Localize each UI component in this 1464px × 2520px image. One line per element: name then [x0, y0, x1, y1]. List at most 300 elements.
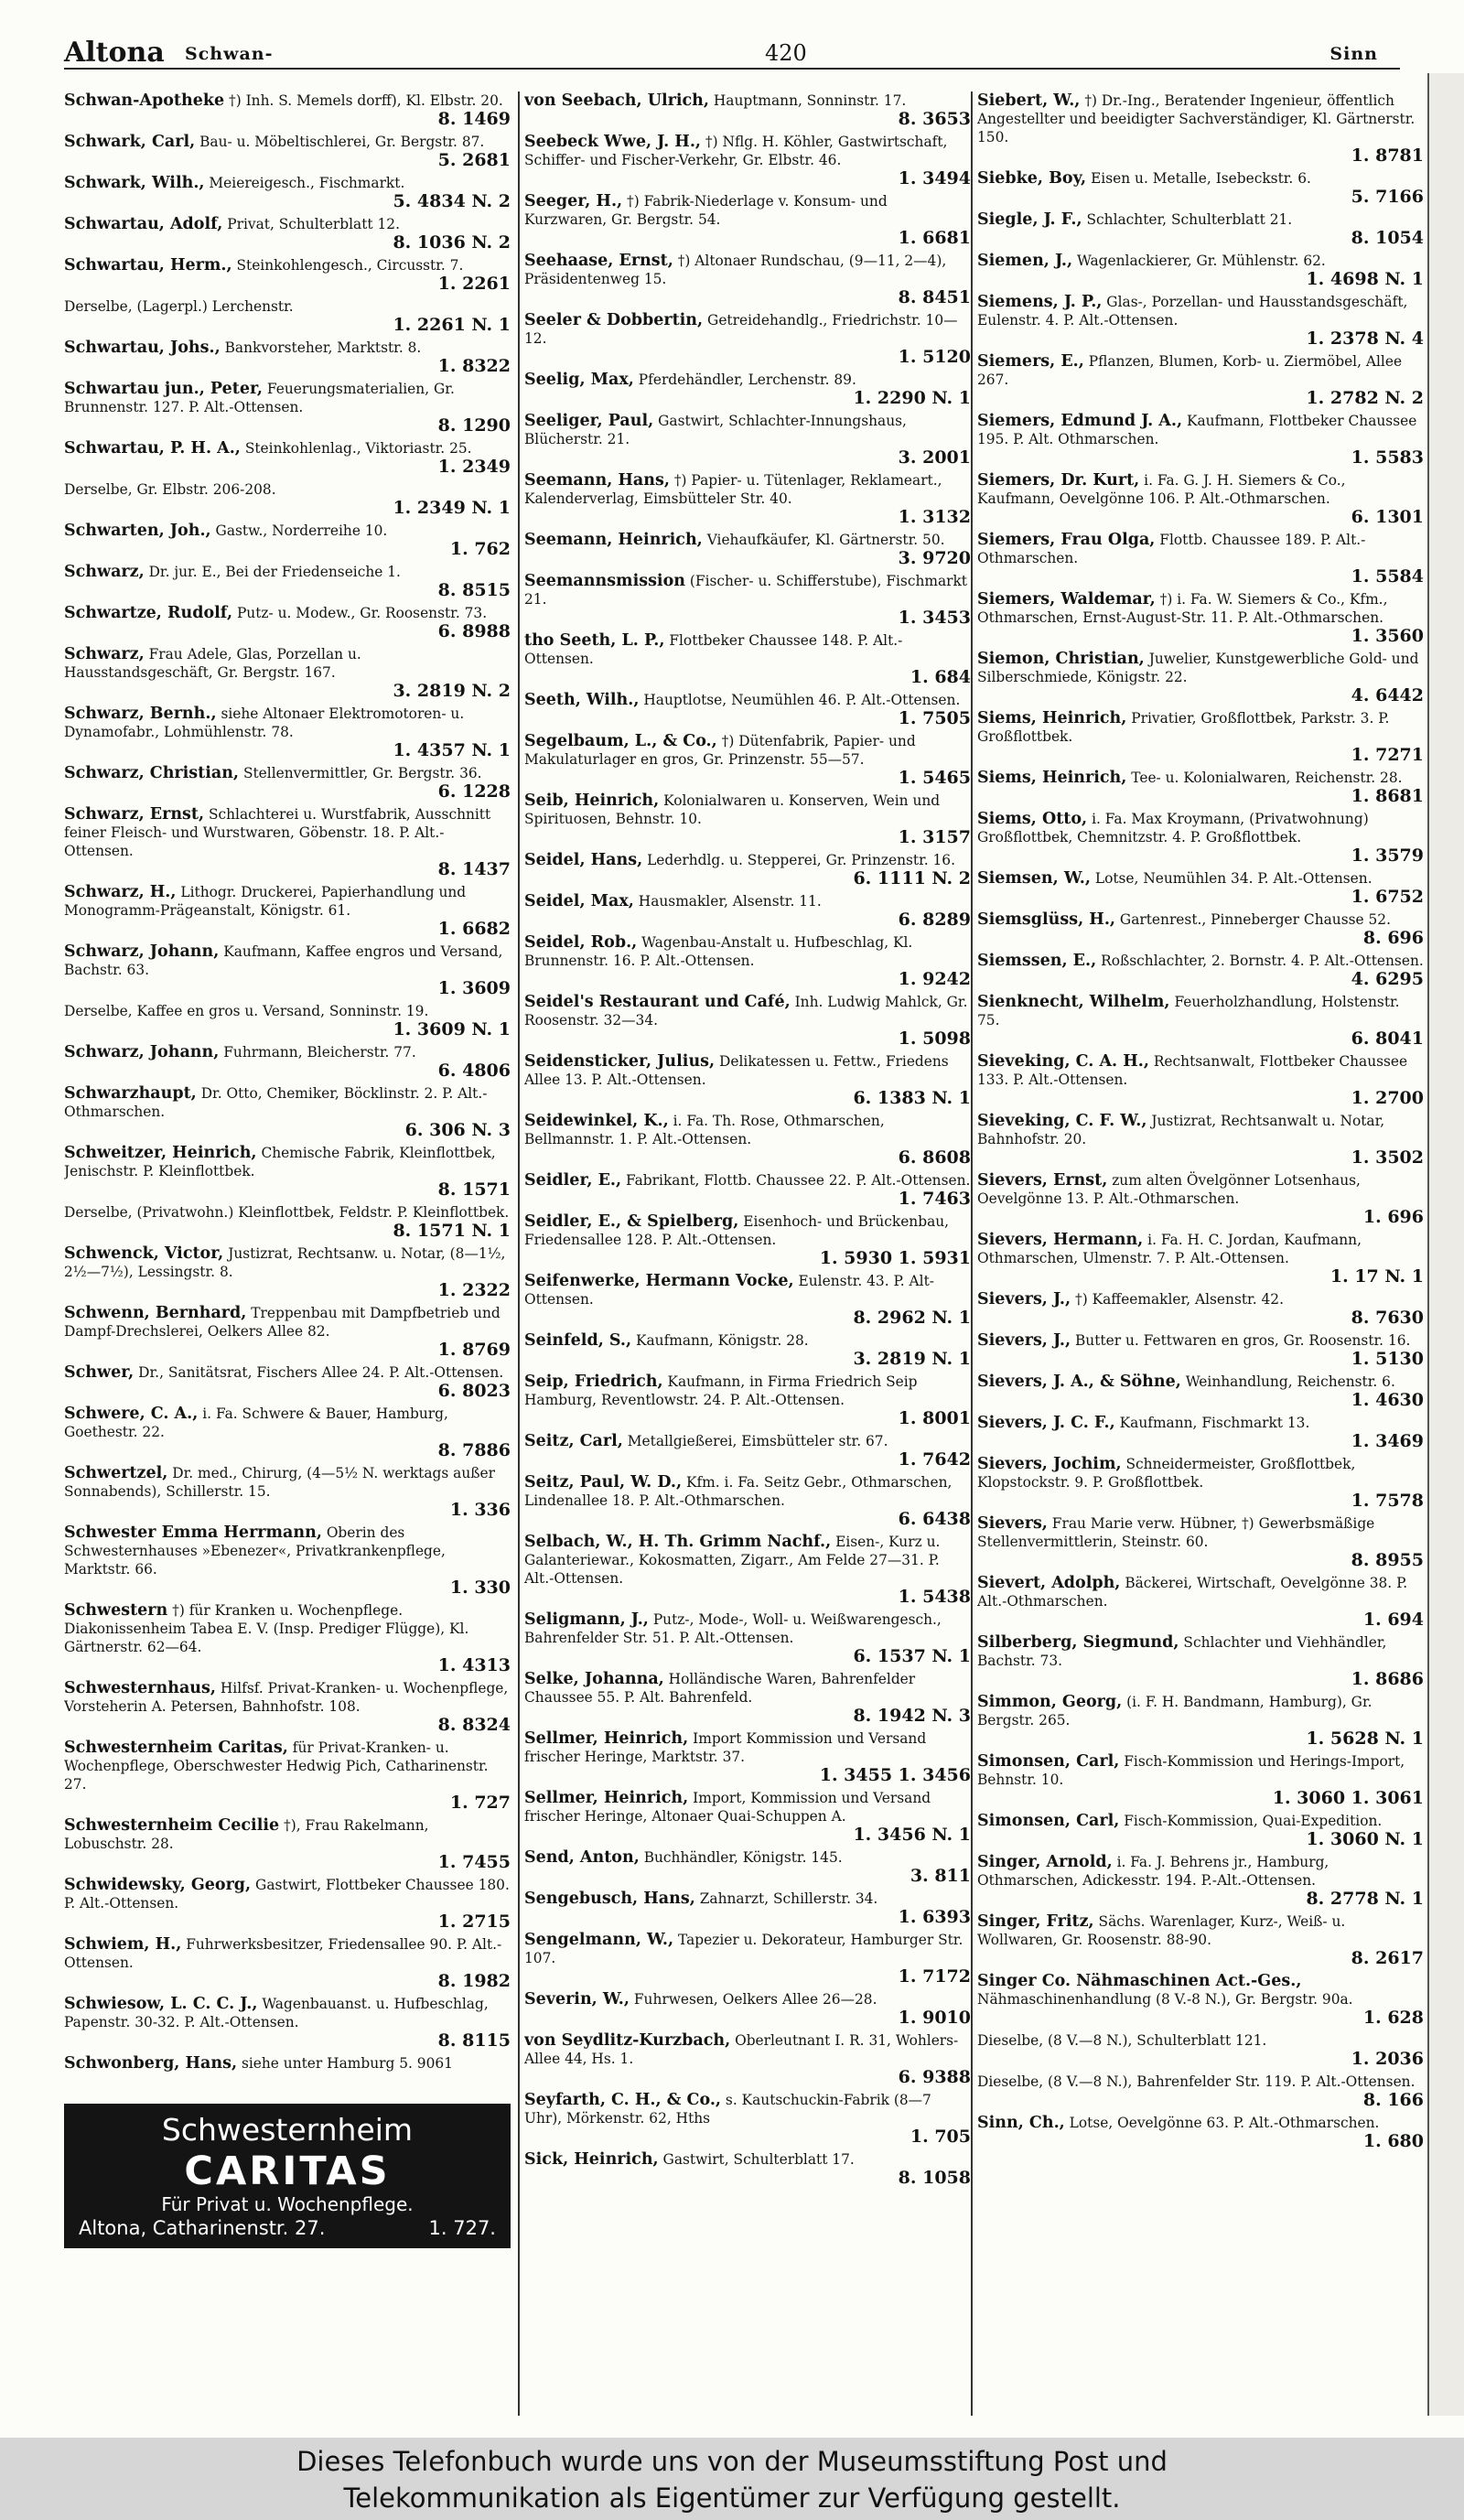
- entry-name: tho Seeth, L. P.,: [524, 631, 665, 650]
- directory-entry: [524, 1890, 971, 1927]
- entry-name: Sievers,: [977, 1514, 1048, 1533]
- entry-name: Schwarz, Ernst,: [64, 805, 205, 824]
- entry-details: Steinkohlengesch., Circusstr. 7.: [236, 257, 464, 274]
- directory-entry: [977, 1455, 1424, 1511]
- entry-phone-number: 1. 5120: [898, 347, 971, 367]
- entry-phone-number: 1. 705: [910, 2127, 971, 2147]
- directory-entry: [977, 869, 1424, 907]
- entry-details: Kolonialwaren u. Konserven, Wein und Spirituosen, Behnstr. 10.: [524, 792, 941, 827]
- entry-name: Schwesternheim Cecilie: [64, 1816, 280, 1835]
- directory-entry: [524, 471, 971, 527]
- entry-phone-number: 1. 2700: [1351, 1088, 1424, 1108]
- entry-details: Eisen u. Metalle, Isebeckstr. 6.: [1091, 170, 1311, 187]
- entry-phone-number: 1. 5098: [898, 1028, 971, 1049]
- entry-phone-number: 8. 3653: [898, 109, 971, 129]
- directory-entry: [524, 572, 971, 628]
- directory-entry: [524, 792, 971, 847]
- entry-phone-number: 5. 7166: [1351, 187, 1424, 207]
- entry-name: Seidel's Restaurant und Café,: [524, 993, 791, 1011]
- footer-line-2: Telekommunikation als Eigentümer zur Verfügung gestellt.: [343, 2482, 1121, 2514]
- ad-name: CARITAS: [184, 2148, 391, 2194]
- caritas-advertisement: [64, 2104, 511, 2248]
- entry-name: Schwenn, Bernhard,: [64, 1304, 247, 1322]
- directory-entry: [524, 1848, 971, 1886]
- entry-phone-number: 1. 9242: [898, 969, 971, 989]
- column-3: [977, 92, 1424, 2416]
- entry-phone-number: 8. 1571 N. 1: [393, 1221, 511, 1241]
- entry-name: Schwidewsky, Georg,: [64, 1876, 252, 1894]
- directory-entry: [524, 1789, 971, 1845]
- entry-name: Siegle, J. F.,: [977, 210, 1082, 229]
- entry-phone-number: 1. 5584: [1351, 566, 1424, 587]
- entry-details: Roßschlachter, 2. Bornstr. 4. P. Alt.-Ottensen.: [1101, 953, 1424, 969]
- entry-details: Dr. med., Chirurg, (4—5½ N. werktags außer Sonnabends), Schillerstr. 15.: [64, 1465, 496, 1500]
- entry-phone-number: 1. 7642: [898, 1449, 971, 1470]
- entry-details: Schlachter und Viehhändler, Bachstr. 73.: [977, 1634, 1387, 1669]
- directory-entry: [977, 1853, 1424, 1909]
- entry-details: Bau- u. Möbeltischlerei, Gr. Bergstr. 87.: [199, 134, 485, 150]
- directory-entry: [977, 1290, 1424, 1328]
- entry-phone-number: 6. 4806: [437, 1061, 511, 1081]
- entry-phone-number: 8. 7886: [437, 1440, 511, 1460]
- entry-name: Seeler & Dobbertin,: [524, 311, 704, 329]
- entry-phone-number: 1. 2782 N. 2: [1306, 388, 1424, 408]
- entry-phone-number: 1. 6682: [437, 919, 511, 939]
- directory-entry: [524, 993, 971, 1049]
- entry-phone-number: 6. 1383 N. 1: [853, 1088, 971, 1108]
- entry-phone-number: 6. 1301: [1351, 507, 1424, 527]
- directory-entry: [64, 439, 511, 477]
- directory-entry: [977, 471, 1424, 527]
- entry-details: Lederhdlg. u. Stepperei, Gr. Prinzenstr. 16.: [647, 852, 955, 868]
- entry-name: Schwenck, Victor,: [64, 1244, 224, 1263]
- entry-phone-number: 1. 5130: [1351, 1349, 1424, 1369]
- entry-details: Steinkohlenlag., Viktoriastr. 25.: [244, 440, 472, 457]
- entry-name: Schwarz, Johann,: [64, 1043, 220, 1061]
- directory-entry: [977, 531, 1424, 587]
- directory-entry: [64, 1935, 511, 1991]
- entry-details: Butter u. Fettwaren en gros, Gr. Roosenstr. 16.: [1075, 1332, 1411, 1349]
- entry-name: Siemers, Dr. Kurt,: [977, 471, 1140, 490]
- entry-details: Fuhrwesen, Oelkers Allee 26—28.: [633, 1991, 877, 2008]
- entry-details: Dr. Otto, Chemiker, Böcklinstr. 2. P. Alt.-Othmarschen.: [64, 1085, 488, 1120]
- entry-details: Fisch-Kommission, Quai-Expedition.: [1124, 1813, 1383, 1829]
- entry-name: Sieveking, C. F. W.,: [977, 1112, 1147, 1130]
- entry-details: Kfm. i. Fa. Seitz Gebr., Othmarschen, Lindenallee 18. P. Alt.-Othmarschen.: [524, 1474, 953, 1509]
- directory-entry: [64, 1876, 511, 1932]
- entry-phone-number: 6. 8289: [898, 910, 971, 930]
- entry-details: Putz- u. Modew., Gr. Roosenstr. 73.: [236, 605, 488, 621]
- entry-name: Seehaase, Ernst,: [524, 252, 673, 270]
- entry-phone-number: 8. 1054: [1351, 228, 1424, 248]
- directory-entry: [524, 531, 971, 568]
- directory-entry: [64, 805, 511, 879]
- entry-details: Derselbe, (Privatwohn.) Kleinflottbek, Feldstr. P. Kleinflottbek.: [64, 1204, 510, 1221]
- directory-entry: [64, 1405, 511, 1460]
- directory-entry: [64, 1084, 511, 1140]
- directory-entry: [64, 1995, 511, 2051]
- entry-phone-number: 1. 3455 1. 3456: [819, 1765, 971, 1785]
- entry-phone-number: 1. 5930 1. 5931: [819, 1248, 971, 1268]
- entry-details: Tapezier u. Dekorateur, Hamburger Str. 107.: [524, 1932, 963, 1966]
- entry-details: Kaufmann, Kaffee engros und Versand, Bachstr. 63.: [64, 943, 503, 978]
- entry-phone-number: 1. 8681: [1351, 786, 1424, 806]
- directory-entry: [977, 1052, 1424, 1108]
- entry-details: Hilfsf. Privat-Kranken- u. Wochenpflege, Vorsteherin A. Petersen, Bahnhofstr. 108.: [64, 1680, 509, 1715]
- entry-details: Gastwirt, Schlachter-Innungshaus, Blücherstr. 21.: [524, 413, 907, 447]
- entry-phone-number: 3. 2819 N. 2: [393, 681, 511, 701]
- entry-name: Siemers, Edmund J. A.,: [977, 412, 1183, 430]
- entry-name: Seidel, Rob.,: [524, 933, 638, 952]
- entry-name: Seemann, Hans,: [524, 471, 670, 490]
- entry-details: †) Papier- u. Tütenlager, Reklameart., Kalenderverlag, Eimsbütteler Str. 40.: [524, 472, 942, 507]
- directory-entry: [977, 1633, 1424, 1689]
- directory-entry: [524, 311, 971, 367]
- entry-phone-number: 1. 7271: [1351, 745, 1424, 765]
- entry-name: Simmon, Georg,: [977, 1693, 1123, 1711]
- entry-details: Delikatessen u. Fettw., Friedens Allee 13. P. Alt.-Ottensen.: [524, 1053, 949, 1088]
- entry-phone-number: 6. 1111 N. 2: [853, 868, 971, 888]
- entry-name: Schwertzel,: [64, 1464, 168, 1482]
- entry-name: Severin, W.,: [524, 1990, 630, 2008]
- directory-entry: [524, 892, 971, 930]
- entry-name: Schwonberg, Hans,: [64, 2054, 238, 2073]
- entry-phone-number: 1. 3060 N. 1: [1306, 1829, 1424, 1849]
- directory-entry: [64, 705, 511, 760]
- entry-details: Lotse, Oevelgönne 63. P. Alt.-Othmarschen.: [1069, 2115, 1380, 2131]
- entry-name: Seidensticker, Julius,: [524, 1052, 716, 1071]
- entry-details: siehe unter Hamburg 5. 9061: [241, 2055, 453, 2072]
- entry-phone-number: 6. 6438: [898, 1509, 971, 1529]
- entry-phone-number: 1. 3157: [898, 827, 971, 847]
- directory-entry: [977, 1693, 1424, 1749]
- directory-entry: [524, 1533, 971, 1607]
- footer-line-1: Dieses Telefonbuch wurde uns von der Museumsstiftung Post und: [296, 2446, 1168, 2477]
- directory-entry: [64, 1464, 511, 1520]
- entry-name: Schwartau jun., Peter,: [64, 380, 264, 398]
- entry-phone-number: 1. 696: [1362, 1207, 1424, 1227]
- directory-entry: [524, 1373, 971, 1428]
- entry-details: Derselbe, (Lagerpl.) Lerchenstr.: [64, 298, 294, 315]
- entry-phone-number: 5. 2681: [437, 150, 511, 170]
- page-number: 420: [765, 40, 807, 66]
- entry-details: Chemische Fabrik, Kleinflottbek, Jenischstr. P. Kleinflottbek.: [64, 1145, 496, 1179]
- entry-name: Schwark, Carl,: [64, 133, 196, 151]
- entry-phone-number: 1. 2349 N. 1: [393, 498, 511, 518]
- entry-name: Siemon, Christian,: [977, 650, 1145, 668]
- entry-details: Flottb. Chaussee 189. P. Alt.-Othmarschen.: [977, 532, 1366, 566]
- entry-details: Import, Kommission und Versand frischer Heringe, Altonaer Quai-Schuppen A.: [524, 1790, 931, 1825]
- entry-phone-number: 1. 6393: [898, 1907, 971, 1927]
- entry-details: †) i. Fa. W. Siemers & Co., Kfm., Othmarschen, Ernst-August-Str. 11. P. Alt.-Othmarschen.: [977, 591, 1388, 626]
- entry-name: Schwarz, Christian,: [64, 764, 240, 782]
- entry-name: Seemannsmission: [524, 572, 685, 590]
- entry-name: Seyfarth, C. H., & Co.,: [524, 2091, 722, 2109]
- entry-details: Oberin des Schwesternhauses »Ebenezer«, Privatkrankenpflege, Marktstr. 66.: [64, 1524, 446, 1578]
- entry-phone-number: 1. 4313: [437, 1655, 511, 1675]
- entry-phone-number: 1. 8001: [898, 1408, 971, 1428]
- entry-name: Siems, Heinrich,: [977, 709, 1127, 727]
- entry-name: Send, Anton,: [524, 1848, 640, 1867]
- directory-entry: [524, 851, 971, 888]
- entry-name: Schwarten, Joh.,: [64, 522, 211, 540]
- directory-entry: [524, 1112, 971, 1168]
- entry-phone-number: 1. 2290 N. 1: [853, 388, 971, 408]
- entry-phone-number: 1. 2378 N. 4: [1306, 328, 1424, 349]
- directory-entry: [64, 883, 511, 939]
- entry-name: Sienknecht, Wilhelm,: [977, 993, 1170, 1011]
- ad-title: Schwesternheim: [161, 2112, 414, 2148]
- page-header: [64, 37, 1400, 70]
- entry-name: Schwester Emma Herrmann,: [64, 1524, 322, 1542]
- entry-name: Siemsen, W.,: [977, 869, 1091, 888]
- directory-entry: [977, 1514, 1424, 1570]
- entry-details: i. Fa. J. Behrens jr., Hamburg, Othmarschen, Adickesstr. 194. P.-Alt.-Ottensen.: [977, 1854, 1329, 1889]
- entry-name: Schwartau, Johs.,: [64, 339, 221, 357]
- entry-name: Sievert, Adolph,: [977, 1574, 1121, 1592]
- entry-details: i. Fa. Schwere & Bauer, Hamburg, Goethestr. 22.: [64, 1405, 448, 1440]
- entry-phone-number: 1. 8781: [1351, 145, 1424, 166]
- entry-details: Gastwirt, Schulterblatt 17.: [662, 2151, 855, 2168]
- entry-details: Derselbe, Gr. Elbstr. 206-208.: [64, 481, 276, 498]
- directory-entry: [977, 810, 1424, 866]
- directory-entry: [64, 380, 511, 436]
- entry-details: Holländische Waren, Bahrenfelder Chaussee 55. P. Alt. Bahrenfeld.: [524, 1671, 916, 1706]
- entry-name: Schwesternhaus,: [64, 1679, 216, 1697]
- ad-address: Altona, Catharinenstr. 27.: [79, 2217, 326, 2239]
- entry-phone-number: 3. 2001: [898, 447, 971, 468]
- directory-entry: [524, 1171, 971, 1209]
- directory-entry: [64, 522, 511, 559]
- footer-notice: [0, 2438, 1464, 2520]
- entry-details: Feuerholzhandlung, Holstenstr. 75.: [977, 994, 1400, 1028]
- directory-entry: [524, 2031, 971, 2087]
- entry-details: Lithogr. Druckerei, Papierhandlung und Monogramm-Prägeanstalt, Königstr. 61.: [64, 884, 467, 919]
- directory-entry: [524, 1729, 971, 1785]
- entry-phone-number: 8. 2962 N. 1: [853, 1308, 971, 1328]
- directory-entry: [977, 293, 1424, 349]
- directory-entry: [524, 1990, 971, 2028]
- entry-details: Eisen-, Kurz u. Galanteriewar., Kokosmatten, Zigarr., Am Felde 27—31. P. Alt.-Ottensen.: [524, 1534, 941, 1587]
- entry-details: Pflanzen, Blumen, Korb- u. Ziermöbel, Allee 267.: [977, 353, 1403, 388]
- entry-name: Sengebusch, Hans,: [524, 1890, 695, 1908]
- entry-name: Sievers, J. A., & Söhne,: [977, 1373, 1181, 1391]
- entry-details: Justizrat, Rechtsanwalt u. Notar, Bahnhofstr. 20.: [977, 1113, 1385, 1147]
- entry-details: †) Fabrik-Niederlage v. Konsum- und Kurzwaren, Gr. Bergstr. 54.: [524, 193, 888, 228]
- entry-phone-number: 8. 696: [1362, 928, 1424, 948]
- entry-phone-number: 8. 8115: [437, 2030, 511, 2051]
- entry-name: Sievers, J. C. F.,: [977, 1414, 1115, 1432]
- entry-details: Glas-, Porzellan- und Hausstandsgeschäft, Eulenstr. 4. P. Alt.-Ottensen.: [977, 294, 1408, 328]
- entry-details: i. Fa. Th. Rose, Othmarschen, Bellmannstr. 1. P. Alt.-Ottensen.: [524, 1113, 885, 1147]
- entry-phone-number: 1. 7505: [898, 708, 971, 728]
- entry-details: Schlachterei u. Wurstfabrik, Ausschnitt feiner Fleisch- und Wurstwaren, Göbenstr. 18. P. Alt.-Ottensen.: [64, 806, 491, 859]
- directory-entry: [524, 2150, 971, 2188]
- entry-phone-number: 1. 7172: [898, 1966, 971, 1987]
- entry-phone-number: 1. 3060 1. 3061: [1272, 1788, 1424, 1808]
- entry-phone-number: 1. 2261 N. 1: [393, 315, 511, 335]
- entry-phone-number: 1. 5583: [1351, 447, 1424, 468]
- ad-phone: 1. 727.: [428, 2217, 496, 2239]
- entry-name: Seelig, Max,: [524, 371, 634, 389]
- header-city: Altona: [64, 37, 165, 69]
- entry-details: Hauptlotse, Neumühlen 46. P. Alt.-Ottensen.: [643, 692, 961, 708]
- entry-phone-number: 6. 8041: [1351, 1028, 1424, 1049]
- entry-phone-number: 1. 3132: [898, 507, 971, 527]
- entry-phone-number: 1. 680: [1362, 2131, 1424, 2151]
- directory-entry: [524, 192, 971, 248]
- directory-entry: [977, 1112, 1424, 1168]
- directory-entry: [977, 2114, 1424, 2151]
- entry-phone-number: 1. 3579: [1351, 845, 1424, 866]
- entry-name: Seebeck Wwe, J. H.,: [524, 133, 702, 151]
- directory-entry: [977, 709, 1424, 765]
- entry-details: †) Inh. S. Memels dorff), Kl. Elbstr. 20.: [229, 92, 503, 109]
- entry-name: Seemann, Heinrich,: [524, 531, 703, 549]
- entry-details: i. Fa. Max Kroymann, (Privatwohnung) Großflottbek, Chemnitzstr. 4. P. Großflottbek.: [977, 811, 1369, 845]
- entry-name: Siemsglüss, H.,: [977, 910, 1116, 929]
- entry-name: Siemen, J.,: [977, 252, 1073, 270]
- entry-name: Schwartze, Rudolf,: [64, 604, 233, 622]
- entry-phone-number: 1. 330: [449, 1578, 511, 1598]
- entry-name: Siemers, Frau Olga,: [977, 531, 1156, 549]
- directory-entry: [977, 1231, 1424, 1287]
- directory-entry: [977, 1972, 1424, 2028]
- entry-name: Sievers, J.,: [977, 1331, 1071, 1350]
- entry-phone-number: 4. 6295: [1351, 969, 1424, 989]
- entry-phone-number: 1. 2322: [437, 1280, 511, 1300]
- entry-name: Singer, Arnold,: [977, 1853, 1113, 1871]
- entry-details: zum alten Övelgönner Lotsenhaus, Oevelgönne 13. P. Alt.-Othmarschen.: [977, 1172, 1361, 1207]
- entry-phone-number: 6. 9388: [898, 2067, 971, 2087]
- entry-phone-number: 1. 727: [449, 1793, 511, 1813]
- directory-entry: [977, 252, 1424, 289]
- column-divider: [971, 92, 973, 2416]
- entry-phone-number: 1. 7578: [1351, 1491, 1424, 1511]
- entry-name: Schwarzhaupt,: [64, 1084, 197, 1103]
- entry-details: Feuerungsmaterialien, Gr. Brunnenstr. 127. P. Alt.-Ottensen.: [64, 381, 455, 415]
- entry-phone-number: 3. 811: [910, 1866, 971, 1886]
- directory-entry: [524, 1331, 971, 1369]
- entry-name: Schwiesow, L. C. C. J.,: [64, 1995, 258, 2013]
- entry-details: Flottbeker Chaussee 148. P. Alt.-Ottensen.: [524, 632, 903, 667]
- directory-entry: [977, 352, 1424, 408]
- entry-details: Pferdehändler, Lerchenstr. 89.: [638, 372, 856, 388]
- entry-phone-number: 3. 2819 N. 1: [853, 1349, 971, 1369]
- directory-entry: [977, 1574, 1424, 1630]
- entry-name: Siems, Heinrich,: [977, 769, 1127, 787]
- entry-details: Dr., Sanitätsrat, Fischers Allee 24. P. Alt.-Ottensen.: [138, 1364, 504, 1381]
- entry-phone-number: 4. 6442: [1351, 685, 1424, 705]
- entry-name: Schwarz,: [64, 645, 145, 663]
- entry-details: Frau Marie verw. Hübner, †) Gewerbsmäßige Stellenvermittlerin, Steinstr. 60.: [977, 1515, 1375, 1550]
- entry-phone-number: 8. 166: [1362, 2090, 1424, 2110]
- directory-entry: [64, 215, 511, 253]
- directory-entry: [524, 1610, 971, 1666]
- entry-phone-number: 1. 684: [910, 667, 971, 687]
- entry-phone-number: 6. 1537 N. 1: [853, 1646, 971, 1666]
- entry-phone-number: 1. 5628 N. 1: [1306, 1728, 1424, 1749]
- entry-name: Selke, Johanna,: [524, 1670, 664, 1688]
- directory-entry: [524, 252, 971, 307]
- directory-entry: [977, 910, 1424, 948]
- entry-name: Schwan-Apotheke: [64, 92, 225, 110]
- directory-entry: [64, 604, 511, 641]
- ad-bottom: [73, 2215, 501, 2241]
- entry-details: †) für Kranken u. Wochenpflege. Diakonissenheim Tabea E. V. (Insp. Prediger Flügge), Kl. Gärtnerstr. 62—64.: [64, 1602, 469, 1655]
- directory-entry: [977, 1812, 1424, 1849]
- entry-phone-number: 1. 5438: [898, 1587, 971, 1607]
- entry-details: Oberleutnant I. R. 31, Wohlers-Allee 44, Hs. 1.: [524, 2032, 959, 2067]
- entry-name: Selbach, W., H. Th. Grimm Nachf.,: [524, 1533, 832, 1551]
- entry-details: Schlachter, Schulterblatt 21.: [1086, 211, 1293, 228]
- directory-entry: [64, 1679, 511, 1735]
- directory-entry: [977, 1414, 1424, 1451]
- entry-name: Seligmann, J.,: [524, 1610, 649, 1629]
- entry-details: Sächs. Warenlager, Kurz-, Weiß- u. Wollwaren, Gr. Roosenstr. 88-90.: [977, 1913, 1346, 1948]
- entry-details: Privatier, Großflottbek, Parkstr. 3. P. Großflottbek.: [977, 710, 1390, 745]
- entry-details: Bäckerei, Wirtschaft, Oevelgönne 38. P. Alt.-Othmarschen.: [977, 1575, 1408, 1610]
- entry-name: Singer, Fritz,: [977, 1912, 1094, 1931]
- column-divider: [518, 92, 520, 2416]
- entry-details: Kaufmann, Fischmarkt 13.: [1119, 1415, 1310, 1431]
- entry-phone-number: 1. 5465: [898, 768, 971, 788]
- directory-entry: [64, 563, 511, 600]
- entry-phone-number: 1. 3502: [1351, 1147, 1424, 1168]
- entry-phone-number: 8. 1982: [437, 1971, 511, 1991]
- adjacent-page-edge: [1427, 73, 1464, 2416]
- entry-details: Metallgießerei, Eimsbütteler str. 67.: [627, 1433, 888, 1449]
- directory-entry: [64, 942, 511, 998]
- directory-entry: [64, 1524, 511, 1598]
- entry-details: Meiereigesch., Fischmarkt.: [209, 175, 405, 191]
- entry-details: Viehaufkäufer, Kl. Gärtnerstr. 50.: [706, 532, 945, 548]
- entry-details: Inh. Ludwig Mahlck, Gr. Roosenstr. 32—34.: [524, 994, 968, 1028]
- entry-name: Schwarz, Bernh.,: [64, 705, 217, 723]
- entry-details: Gartenrest., Pinneberger Chausse 52.: [1119, 911, 1391, 928]
- entry-details: Tee- u. Kolonialwaren, Reichenstr. 28.: [1131, 770, 1403, 786]
- entry-name: Sengelmann, W.,: [524, 1931, 674, 1949]
- entry-phone-number: 3. 9720: [898, 548, 971, 568]
- entry-phone-number: 8. 1942 N. 3: [853, 1706, 971, 1726]
- entry-name: Siemers, E.,: [977, 352, 1084, 371]
- entry-name: Sellmer, Heinrich,: [524, 1789, 689, 1807]
- entry-phone-number: 8. 1290: [437, 415, 511, 436]
- entry-details: Getreidehandlg., Friedrichstr. 10—12.: [524, 312, 958, 347]
- entry-name: Schweitzer, Heinrich,: [64, 1144, 257, 1162]
- directory-entry: [524, 1432, 971, 1470]
- directory-entry: [977, 2073, 1424, 2110]
- entry-details: Nähmaschinenhandlung (8 V.-8 N.), Gr. Bergstr. 90a.: [977, 1991, 1353, 2008]
- directory-entry: [64, 256, 511, 294]
- directory-entry: [64, 1002, 511, 1039]
- directory-entry: [64, 480, 511, 518]
- entry-details: Dr. jur. E., Bei der Friedenseiche 1.: [148, 564, 401, 580]
- entry-name: Seidel, Hans,: [524, 851, 643, 869]
- directory-entry: [64, 1244, 511, 1300]
- entry-phone-number: 1. 6752: [1351, 887, 1424, 907]
- entry-name: Schwarz, H.,: [64, 883, 177, 901]
- entry-phone-number: 1. 3609: [437, 978, 511, 998]
- entry-details: Privat, Schulterblatt 12.: [227, 216, 400, 232]
- directory-entry: [977, 92, 1424, 166]
- entry-name: Sievers, Ernst,: [977, 1171, 1108, 1190]
- entry-details: Frau Adele, Glas, Porzellan u. Hausstandsgeschäft, Gr. Bergstr. 167.: [64, 646, 361, 681]
- entry-name: Seidler, E., & Spielberg,: [524, 1212, 739, 1231]
- column-1: [64, 92, 511, 2416]
- entry-phone-number: 1. 7455: [437, 1852, 511, 1872]
- entry-details: Kaufmann, Königstr. 28.: [635, 1332, 809, 1349]
